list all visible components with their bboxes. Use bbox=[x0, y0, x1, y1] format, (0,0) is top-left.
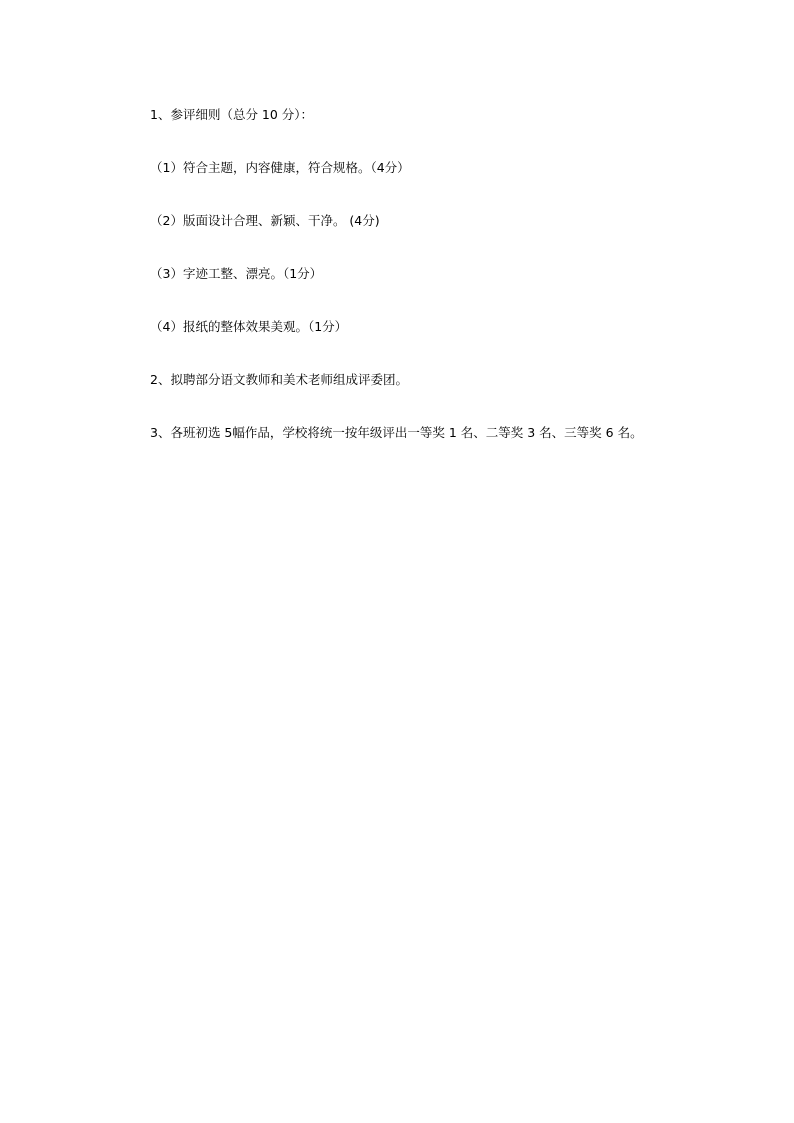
criteria-heading: 1、参评细则（总分 10 分）： bbox=[150, 107, 314, 122]
judges-paragraph: 2、拟聘部分语文教师和美术老师组成评委团。 bbox=[150, 372, 408, 387]
criterion-3: （3）字迹工整、漂亮。（1分） bbox=[150, 266, 323, 281]
awards-paragraph: 3、各班初选 5幅作品，学校将统一按年级评出一等奖 1 名、二等奖 3 名、三等奖 6 名。 bbox=[150, 425, 643, 440]
criterion-4: （4）报纸的整体效果美观。（1分） bbox=[150, 319, 348, 334]
criterion-2: （2）版面设计合理、新颖、干净。 (4分) bbox=[150, 213, 380, 228]
criterion-1: （1）符合主题，内容健康，符合规格。（4分） bbox=[150, 160, 410, 175]
